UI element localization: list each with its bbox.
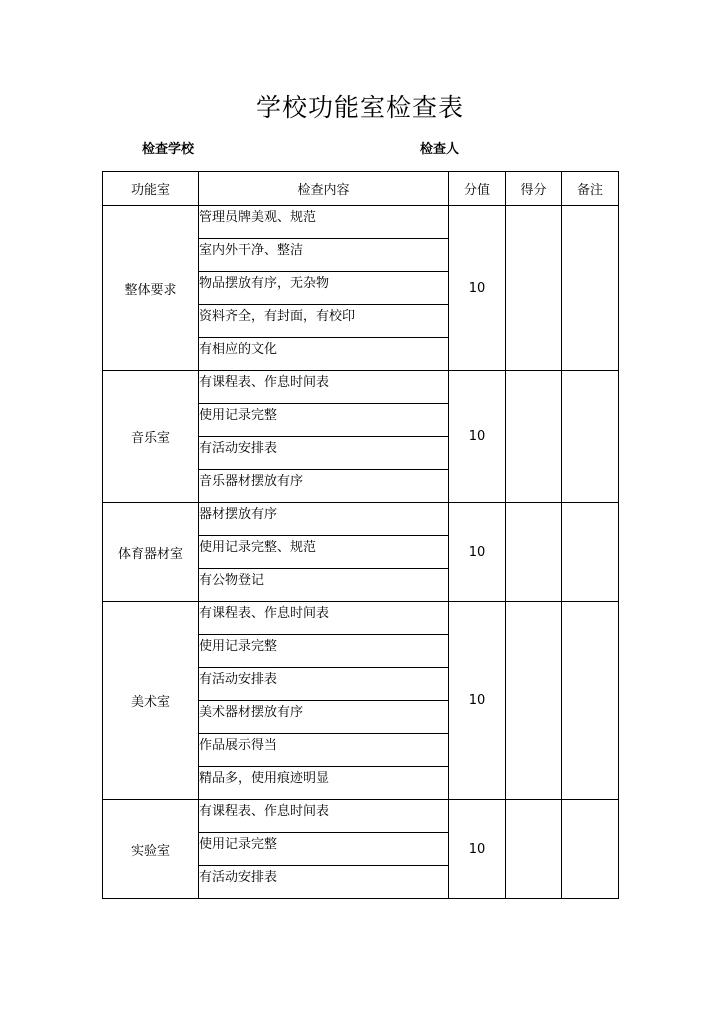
check-item-cell: 有课程表、作息时间表 bbox=[199, 800, 449, 833]
check-item-cell: 资料齐全，有封面，有校印 bbox=[199, 305, 449, 338]
header-got: 得分 bbox=[506, 172, 562, 206]
remarks-cell[interactable] bbox=[562, 602, 619, 800]
inspection-table bbox=[102, 171, 619, 899]
header-room: 功能室 bbox=[103, 172, 199, 206]
table-row bbox=[103, 602, 619, 635]
check-item-cell: 音乐器材摆放有序 bbox=[199, 470, 449, 503]
check-item-cell: 美术器材摆放有序 bbox=[199, 701, 449, 734]
table-row bbox=[103, 206, 619, 239]
check-item-cell: 有活动安排表 bbox=[199, 866, 449, 899]
room-name-cell: 美术室 bbox=[103, 602, 199, 800]
score-value-cell: 10 bbox=[449, 206, 506, 371]
score-value-cell: 10 bbox=[449, 800, 506, 899]
table-body bbox=[103, 206, 619, 899]
obtained-score-cell[interactable] bbox=[506, 206, 562, 371]
room-name-cell: 实验室 bbox=[103, 800, 199, 899]
check-item-cell: 物品摆放有序，无杂物 bbox=[199, 272, 449, 305]
check-item-cell: 精品多，使用痕迹明显 bbox=[199, 767, 449, 800]
room-name-cell: 音乐室 bbox=[103, 371, 199, 503]
check-item-cell: 有课程表、作息时间表 bbox=[199, 602, 449, 635]
room-name-cell: 体育器材室 bbox=[103, 503, 199, 602]
check-item-cell: 使用记录完整、规范 bbox=[199, 536, 449, 569]
remarks-cell[interactable] bbox=[562, 371, 619, 503]
check-item-cell: 器材摆放有序 bbox=[199, 503, 449, 536]
check-item-cell: 使用记录完整 bbox=[199, 404, 449, 437]
check-item-cell: 有课程表、作息时间表 bbox=[199, 371, 449, 404]
obtained-score-cell[interactable] bbox=[506, 800, 562, 899]
header-note: 备注 bbox=[562, 172, 619, 206]
table-row bbox=[103, 800, 619, 833]
table-header-row bbox=[103, 172, 619, 206]
check-item-cell: 有相应的文化 bbox=[199, 338, 449, 371]
check-item-cell: 使用记录完整 bbox=[199, 635, 449, 668]
obtained-score-cell[interactable] bbox=[506, 371, 562, 503]
check-item-cell: 作品展示得当 bbox=[199, 734, 449, 767]
header-score: 分值 bbox=[449, 172, 506, 206]
remarks-cell[interactable] bbox=[562, 503, 619, 602]
score-value-cell: 10 bbox=[449, 503, 506, 602]
check-item-cell: 有活动安排表 bbox=[199, 668, 449, 701]
check-item-cell: 管理员牌美观、规范 bbox=[199, 206, 449, 239]
check-item-cell: 使用记录完整 bbox=[199, 833, 449, 866]
check-item-cell: 有公物登记 bbox=[199, 569, 449, 602]
score-value-cell: 10 bbox=[449, 371, 506, 503]
document-title: 学校功能室检查表 bbox=[255, 93, 464, 122]
check-item-cell: 有活动安排表 bbox=[199, 437, 449, 470]
obtained-score-cell[interactable] bbox=[506, 503, 562, 602]
table-row bbox=[103, 503, 619, 536]
table-row bbox=[103, 371, 619, 404]
room-name-cell: 整体要求 bbox=[103, 206, 199, 371]
remarks-cell[interactable] bbox=[562, 800, 619, 899]
obtained-score-cell[interactable] bbox=[506, 602, 562, 800]
check-item-cell: 室内外干净、整洁 bbox=[199, 239, 449, 272]
inspector-label: 检查人 bbox=[420, 142, 460, 157]
remarks-cell[interactable] bbox=[562, 206, 619, 371]
school-label: 检查学校 bbox=[142, 142, 195, 157]
header-content: 检查内容 bbox=[199, 172, 449, 206]
score-value-cell: 10 bbox=[449, 602, 506, 800]
